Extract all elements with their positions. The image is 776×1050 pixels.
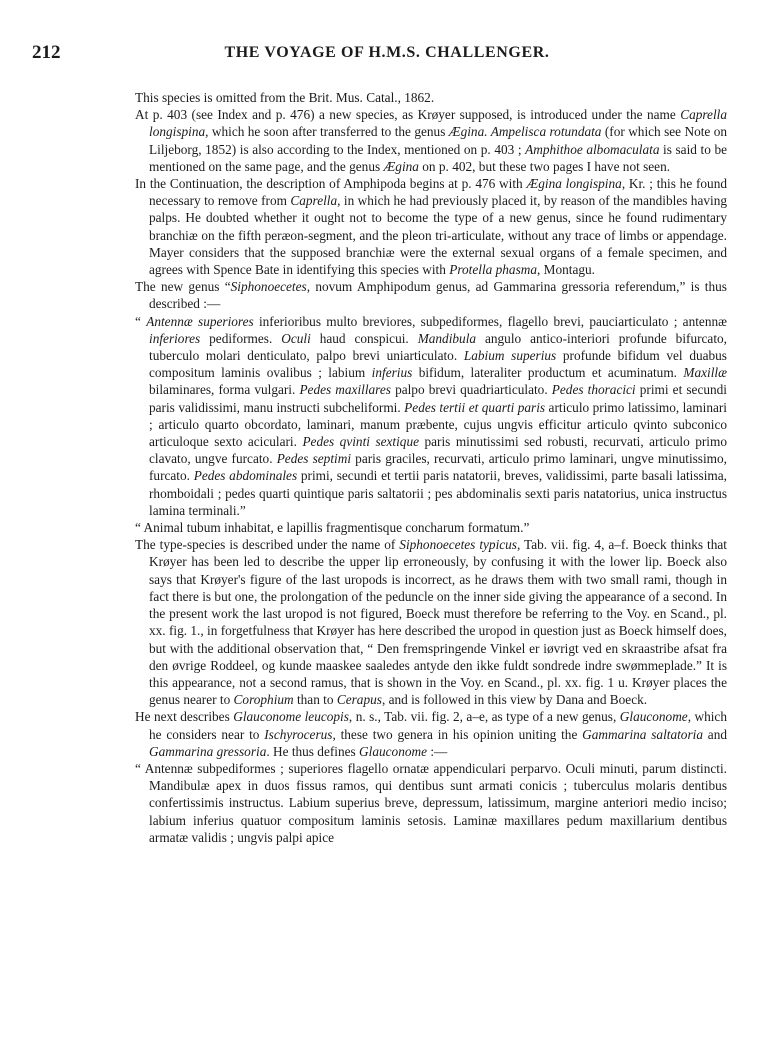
text-run: bifidum, lateraliter productum et acuminatum.	[412, 365, 684, 381]
italic-text-run: Siphonoecetes	[230, 279, 307, 295]
italic-text-run: Caprella	[290, 193, 338, 209]
italic-text-run: Caprella longispina	[149, 107, 727, 140]
italic-text-run: Mandibula	[417, 330, 477, 346]
paragraph	[135, 708, 727, 760]
text-run: , and is followed in this view by Dana and Boeck.	[381, 692, 648, 708]
text-run: . He thus defines	[266, 743, 360, 759]
text-run: The type-species is described under the name of	[135, 537, 400, 553]
text-run: :—	[427, 743, 448, 759]
italic-text-run: Cerapus	[336, 692, 382, 708]
paragraph	[135, 536, 727, 708]
text-run: , which he soon after transferred to the genus	[205, 124, 449, 140]
paragraph	[135, 175, 727, 278]
text-run: This species is omitted from the Brit. Mus. Catal., 1862.	[135, 90, 435, 105]
paragraph	[135, 760, 727, 846]
text-run: haud conspicui.	[310, 330, 418, 346]
paragraph	[135, 106, 727, 175]
italic-text-run: Pedes tertii et quarti paris	[404, 399, 546, 415]
paragraph	[135, 89, 727, 106]
italic-text-run: Ischyrocerus	[264, 726, 333, 742]
italic-text-run: Pedes qvinti sextique	[302, 434, 420, 450]
paragraph	[135, 519, 727, 536]
text-run: The new genus “	[135, 279, 231, 295]
italic-text-run: Oculi	[281, 330, 311, 346]
page-header	[32, 42, 742, 68]
text-run: primi, secundi et tertii paris natatorii, breves, validissimi, parte basali latissima, rhomboidali ; pedes quarti quintique paris saltatorii ; pes abdominalis sexti paris natatorius, unica instructus lamina terminali.”	[149, 468, 727, 518]
text-run: At p. 403 (see Index and p. 476) a new species, as Krøyer supposed, is introduced under the name	[135, 107, 681, 123]
italic-text-run: Glauconome	[359, 743, 427, 759]
text-run: (for which see Note on Liljeborg, 1852) is also according to the Index, mentioned on p. 403 ;	[149, 124, 728, 157]
italic-text-run: Gammarina gressoria	[149, 743, 267, 759]
italic-text-run: Pedes abdominales	[193, 468, 298, 484]
text-run: , these two genera in his opinion uniting the	[332, 726, 583, 742]
italic-text-run: Ægina. Ampelisca rotundata	[448, 124, 602, 140]
page-number: 212	[32, 42, 61, 63]
text-run: , in which he had previously placed it, by reason of the mandibles having palps. He doubted whether it ought not to become the type of a new genus, since he found rudimentary branchiæ on the fifth peræon-segment, and the pleon tri-articulate, without any trace of limbs or appendage. Mayer considers that the supposed branchiæ were the external sexual organs of a female specimen, and agrees with Spence Bate in identifying this species with	[149, 193, 727, 278]
text-run: pediformes.	[200, 330, 282, 346]
italic-text-run: Ægina longispina	[526, 176, 622, 192]
italic-text-run: Pedes maxillares	[299, 382, 391, 398]
text-run: paris graciles, recurvati, articulo primo laminari, ungve minutissimo, furcato.	[149, 451, 727, 484]
paragraph	[135, 313, 727, 519]
text-run: , Montagu.	[537, 262, 595, 278]
italic-text-run: Labium superius	[463, 348, 557, 364]
italic-text-run: Glauconome	[619, 709, 688, 725]
italic-text-run: inferius	[371, 365, 413, 381]
text-run: , Tab. vii. fig. 4, a–f. Boeck thinks that Krøyer has been led to describe the upper lip erroneously, by confusing it with the lower lip. Boeck also says that Krøyer's figure of the last uropods is incorrect, as he draws them with two small rami, though in fact there is but one, the prolongation of the peduncle on the inner side giving the appearance of a second. In the present work the last uropod is not figured, Boeck must therefore be referring to the Voy. en Scand., pl. xx. fig. 1., in forgetfulness that Krøyer has here described the uropod in question just as Boeck himself does, but with the additional observation that, “ Den fremspringende Vinkel er iøvrigt ved en skraastribe afsat fra den øvrige Roddeel, og kunde maaskee saaledes antyde den ikke fuldt sondrede indre swømmeplade.” It is this appearance, not a second ramus, that is shown in the Voy. en Scand., pl. xx. fig. 1 u. Krøyer places the genus nearer to	[149, 537, 727, 708]
italic-text-run: Ægina	[383, 158, 419, 174]
text-run: , novum Amphipodum genus, ad Gammarina gressoria referendum,” is thus described :—	[149, 279, 727, 312]
text-run: , n. s., Tab. vii. fig. 2, a–e, as type of a new genus,	[348, 709, 620, 725]
text-run: , Kr. ; this he found necessary to remove from	[149, 176, 727, 209]
text-run: profunde bifidum vel duabus compositum laminis ovalibus ; labium	[149, 348, 727, 381]
text-run: He next describes	[135, 709, 234, 725]
text-run: primi et secundi paris validissimi, manu instructi subcheliformi.	[149, 382, 727, 415]
running-title: THE VOYAGE OF H.M.S. CHALLENGER.	[224, 44, 550, 61]
italic-text-run: inferiores	[149, 330, 201, 346]
italic-text-run: Pedes thoracici	[551, 382, 636, 398]
text-run: “ Antennæ subpediformes ; superiores flagello ornatæ appendiculari perparvo. Oculi minuti, parum distincti. Mandibulæ apex in duos fissus ramos, qui dentibus sunt armati conicis ; tuberculus molaris dentibus confertissimis instructus. Labium superius breve, depressum, latissimum, margine anteriori medio inciso; labium inferius quatuor compositum laminis setosis. Laminæ maxillares pedum maxillarium dentibus armatæ validis ; ungvis palpi apice	[135, 760, 727, 845]
text-run: than to	[293, 692, 337, 708]
italic-text-run: Pedes septimi	[276, 451, 352, 467]
text-run: palpo brevi quadriarticulato.	[390, 382, 552, 398]
italic-text-run: Glauconome leucopis	[233, 709, 349, 725]
text-run: articulo primo latissimo, laminari ; articulo quarto obcordato, laminari, manum præbente, cujus ungvis efficitur articulo qvinto subconico articuloque sexto aciculari.	[149, 399, 727, 450]
italic-text-run: Antennæ superiores	[146, 313, 254, 329]
italic-text-run: Gammarina saltatoria	[582, 726, 703, 742]
text-run: , which he considers near to	[149, 709, 727, 742]
text-run: paris minutissimi sed robusti, recurvati, articulo primo clavato, ungve furcato.	[149, 434, 727, 467]
body-text	[135, 89, 727, 846]
text-run: “	[135, 313, 147, 329]
italic-text-run: Corophium	[233, 692, 294, 708]
text-run: In the Continuation, the description of Amphipoda begins at p. 476 with	[135, 176, 527, 192]
italic-text-run: Maxillæ	[683, 365, 727, 381]
text-run: on p. 402, but these two pages I have not seen.	[418, 158, 671, 174]
text-run: bilaminares, forma vulgari.	[149, 382, 300, 398]
text-run: inferioribus multo breviores, subpediformes, flagello brevi, pauciarticulato ; antennæ	[253, 313, 727, 329]
italic-text-run: Protella phasma	[449, 262, 537, 278]
text-run: and	[702, 726, 727, 742]
italic-text-run: Amphithoe albomaculata	[525, 141, 660, 157]
text-run: “ Animal tubum inhabitat, e lapillis fragmentisque concharum formatum.”	[135, 520, 530, 536]
italic-text-run: Siphonoecetes typicus	[399, 537, 517, 553]
text-run: is said to be mentioned on the same page, and the genus	[149, 141, 727, 174]
paragraph	[135, 278, 727, 312]
text-run: angulo antico-interiori profunde bifurcato, tuberculo molari denticulato, palpo brevi uniarticulato.	[149, 330, 728, 364]
